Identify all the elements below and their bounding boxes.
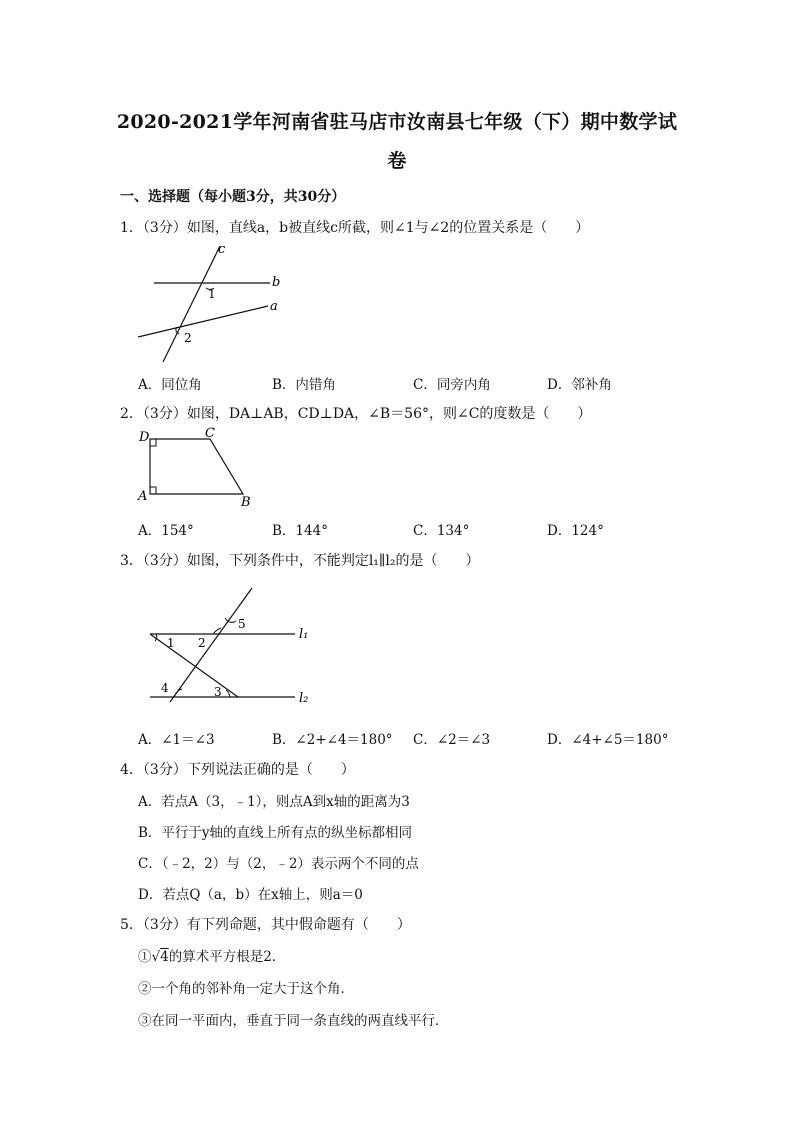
question-1-figure [130,238,290,368]
question-5-stem: 5．（3分）有下列命题，其中假命题有（ ） [120,917,411,933]
q5-item-2: ②一个角的邻补角一定大于这个角． [138,981,354,997]
label-D: D [139,430,150,445]
q1-option-a: A．同位角 [138,377,202,393]
page-title-cont: 卷 [387,150,407,172]
question-2-figure [130,424,260,512]
q1-option-d: D．邻补角 [547,377,612,393]
label-angle-3: 3 [214,685,222,699]
q1-option-c: C．同旁内角 [413,377,491,393]
label-B: B [241,495,251,510]
label-c: c [218,242,226,257]
label-b: b [272,275,281,290]
q5-item-1-prefix: ① [138,949,152,965]
q2-option-b: B．144° [272,523,328,539]
label-angle-2: 2 [184,331,192,345]
q5-item-1-radicand: 4 [160,949,169,965]
q2-option-a: A．154° [138,523,194,539]
q5-item-1 [138,945,285,965]
question-4-stem: 4．（3分）下列说法正确的是（ ） [120,762,355,778]
q3-option-d: D．∠4+∠5＝180° [547,732,669,748]
label-a: a [270,299,278,314]
label-l2: l₂ [299,691,309,706]
label-A: A [138,489,148,504]
label-l1: l₁ [299,627,309,642]
q1-option-b: B．内错角 [272,377,336,393]
q2-option-d: D．124° [547,523,604,539]
q4-option-b: B．平行于y轴的直线上所有点的纵坐标都相同 [138,825,413,841]
q3-option-c: C．∠2＝∠3 [413,732,491,748]
label-angle-1: 1 [208,287,216,301]
q3-option-a: A．∠1＝∠3 [138,732,215,748]
q5-item-1-rest: 的算术平方根是2． [168,949,286,965]
q4-option-c: C．（﹣2，2）与（2，﹣2）表示两个不同的点 [138,856,419,872]
question-3-stem: 3．（3分）如图，下列条件中，不能判定l₁∥l₂的是（ ） [120,553,480,569]
q4-option-a: A．若点A（3，﹣1），则点A到x轴的距离为3 [138,794,410,810]
sqrt-symbol: √ [151,949,161,965]
label-C: C [205,426,215,441]
q3-option-b: B．∠2+∠4＝180° [272,732,393,748]
question-2-stem: 2．（3分）如图，DA⊥AB，CD⊥DA，∠B＝56°，则∠C的度数是（ ） [120,406,592,422]
question-3-figure [130,580,330,715]
label-angle-2: 2 [198,636,206,650]
q2-option-c: C．134° [413,523,470,539]
label-angle-5: 5 [238,617,246,631]
label-angle-1: 1 [167,636,175,650]
page-title: 2020-2021学年河南省驻马店市汝南县七年级（下）期中数学试 [116,111,678,133]
q4-option-d: D．若点Q（a，b）在x轴上，则a＝0 [138,887,363,903]
label-angle-4: 4 [161,681,169,695]
section-heading: 一、选择题（每小题3分，共30分） [120,189,346,205]
question-1-stem: 1．（3分）如图，直线a，b被直线c所截，则∠1与∠2的位置关系是（ ） [120,220,590,236]
q5-item-3: ③在同一平面内，垂直于同一条直线的两直线平行． [138,1013,449,1029]
